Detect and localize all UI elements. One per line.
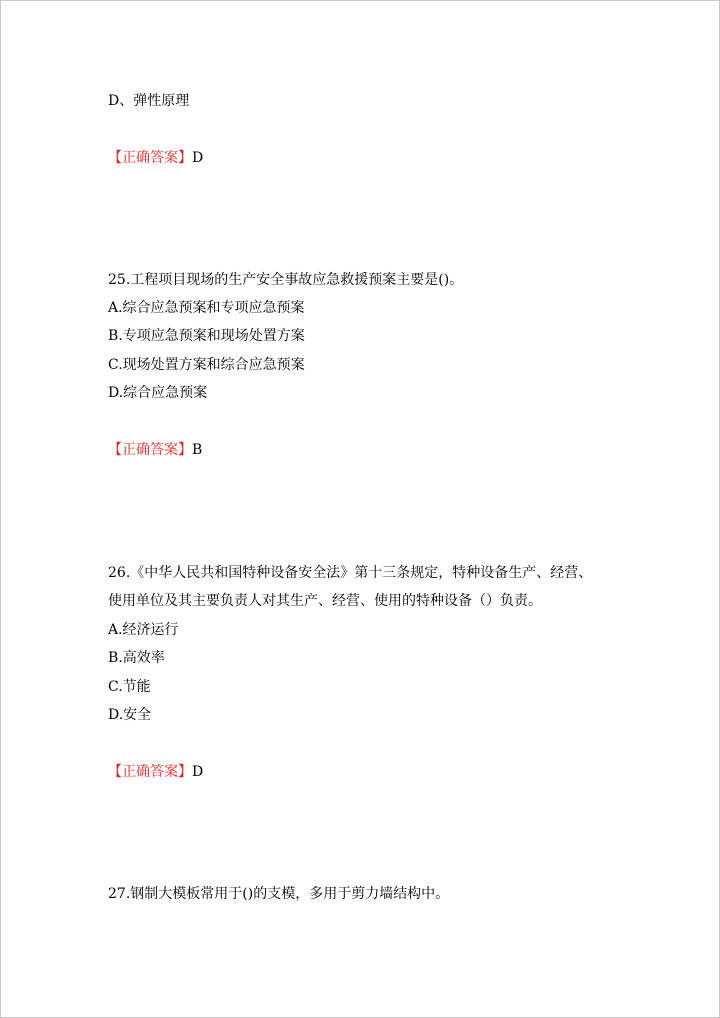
q26-option-b: B.高效率 [108,650,165,666]
q26-option-c: C.节能 [108,679,151,695]
q26-question-line2: 使用单位及其主要负责人对其生产、经营、使用的特种设备（）负责。 [108,593,542,609]
answer-label: 正确答案 [122,150,178,166]
q25-option-d: D.综合应急预案 [108,385,208,401]
answer-close-bracket: 】 [178,764,192,780]
q26-answer [108,762,203,782]
answer-close-bracket: 】 [178,150,192,166]
q25-answer [108,440,202,460]
answer-value: D [192,764,204,780]
q25-option-b: B.专项应急预案和现场处置方案 [108,328,305,344]
q25-option-a: A.综合应急预案和专项应急预案 [108,300,305,316]
answer-close-bracket: 】 [178,442,192,458]
q25-option-c: C.现场处置方案和综合应急预案 [108,357,305,373]
q25-question: 25.工程项目现场的生产安全事故应急救援预案主要是()。 [108,272,464,288]
q27-question: 27.钢制大模板常用于()的支模，多用于剪力墙结构中。 [108,886,450,902]
answer-label: 正确答案 [122,442,178,458]
answer-open-bracket: 【 [108,150,122,166]
q26-question-line1: 26.《中华人民共和国特种设备安全法》第十三条规定，特种设备生产、经营、 [108,565,593,581]
answer-open-bracket: 【 [108,442,122,458]
answer-open-bracket: 【 [108,764,122,780]
q24-answer [108,148,203,168]
q26-option-d: D.安全 [108,707,152,723]
answer-value: D [192,150,204,166]
answer-value: B [192,442,203,458]
answer-label: 正确答案 [122,764,178,780]
q26-option-a: A.经济运行 [108,622,179,638]
q24-option-d: D、弹性原理 [108,93,190,109]
